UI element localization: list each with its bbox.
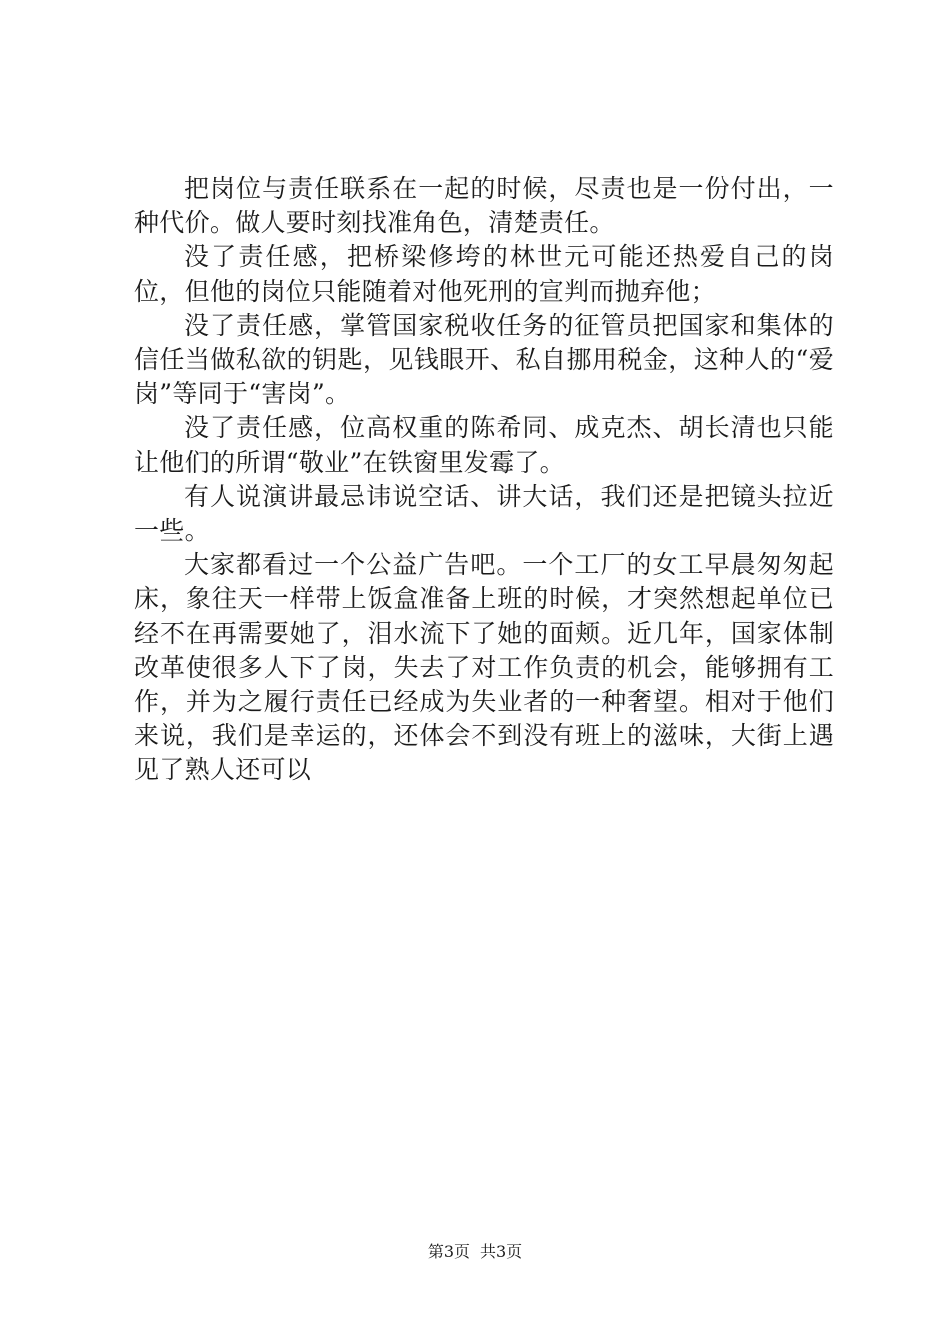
paragraph: 大家都看过一个公益广告吧。一个工厂的女工早晨匆匆起床，象往天一样带上饭盒准备上班的时候，才突然想起单位已经不在再需要她了，泪水流下了她的面颊。近几年，国家体制改革使很多人下了岗，失去了对工作负责的机会，能够拥有工作，并为之履行责任已经成为失业者的一种奢望。相对于他们来说，我们是幸运的，还体会不到没有班上的滋味，大街上遇见了熟人还可以 xyxy=(134,550,834,785)
paragraph: 有人说演讲最忌讳说空话、讲大话，我们还是把镜头拉近一些。 xyxy=(134,481,834,546)
paragraph: 没了责任感，掌管国家税收任务的征管员把国家和集体的信任当做私欲的钥匙，见钱眼开、私自挪用税金，这种人的“爱岗”等同于“害岗”。 xyxy=(134,310,834,409)
page-footer xyxy=(0,1241,950,1263)
page-number: 第3页 xyxy=(427,1242,470,1261)
paragraph: 把岗位与责任联系在一起的时候，尽责也是一份付出，一种代价。做人要时刻找准角色，清楚责任。 xyxy=(134,174,834,238)
paragraph: 没了责任感，把桥梁修垮的林世元可能还热爱自己的岗位，但他的岗位只能随着对他死刑的宣判而抛弃他； xyxy=(134,242,834,306)
page-total: 共3页 xyxy=(480,1242,523,1261)
paragraph: 没了责任感，位高权重的陈希同、成克杰、胡长清也只能让他们的所谓“敬业”在铁窗里发霉了。 xyxy=(134,413,834,477)
document-body xyxy=(134,172,834,788)
